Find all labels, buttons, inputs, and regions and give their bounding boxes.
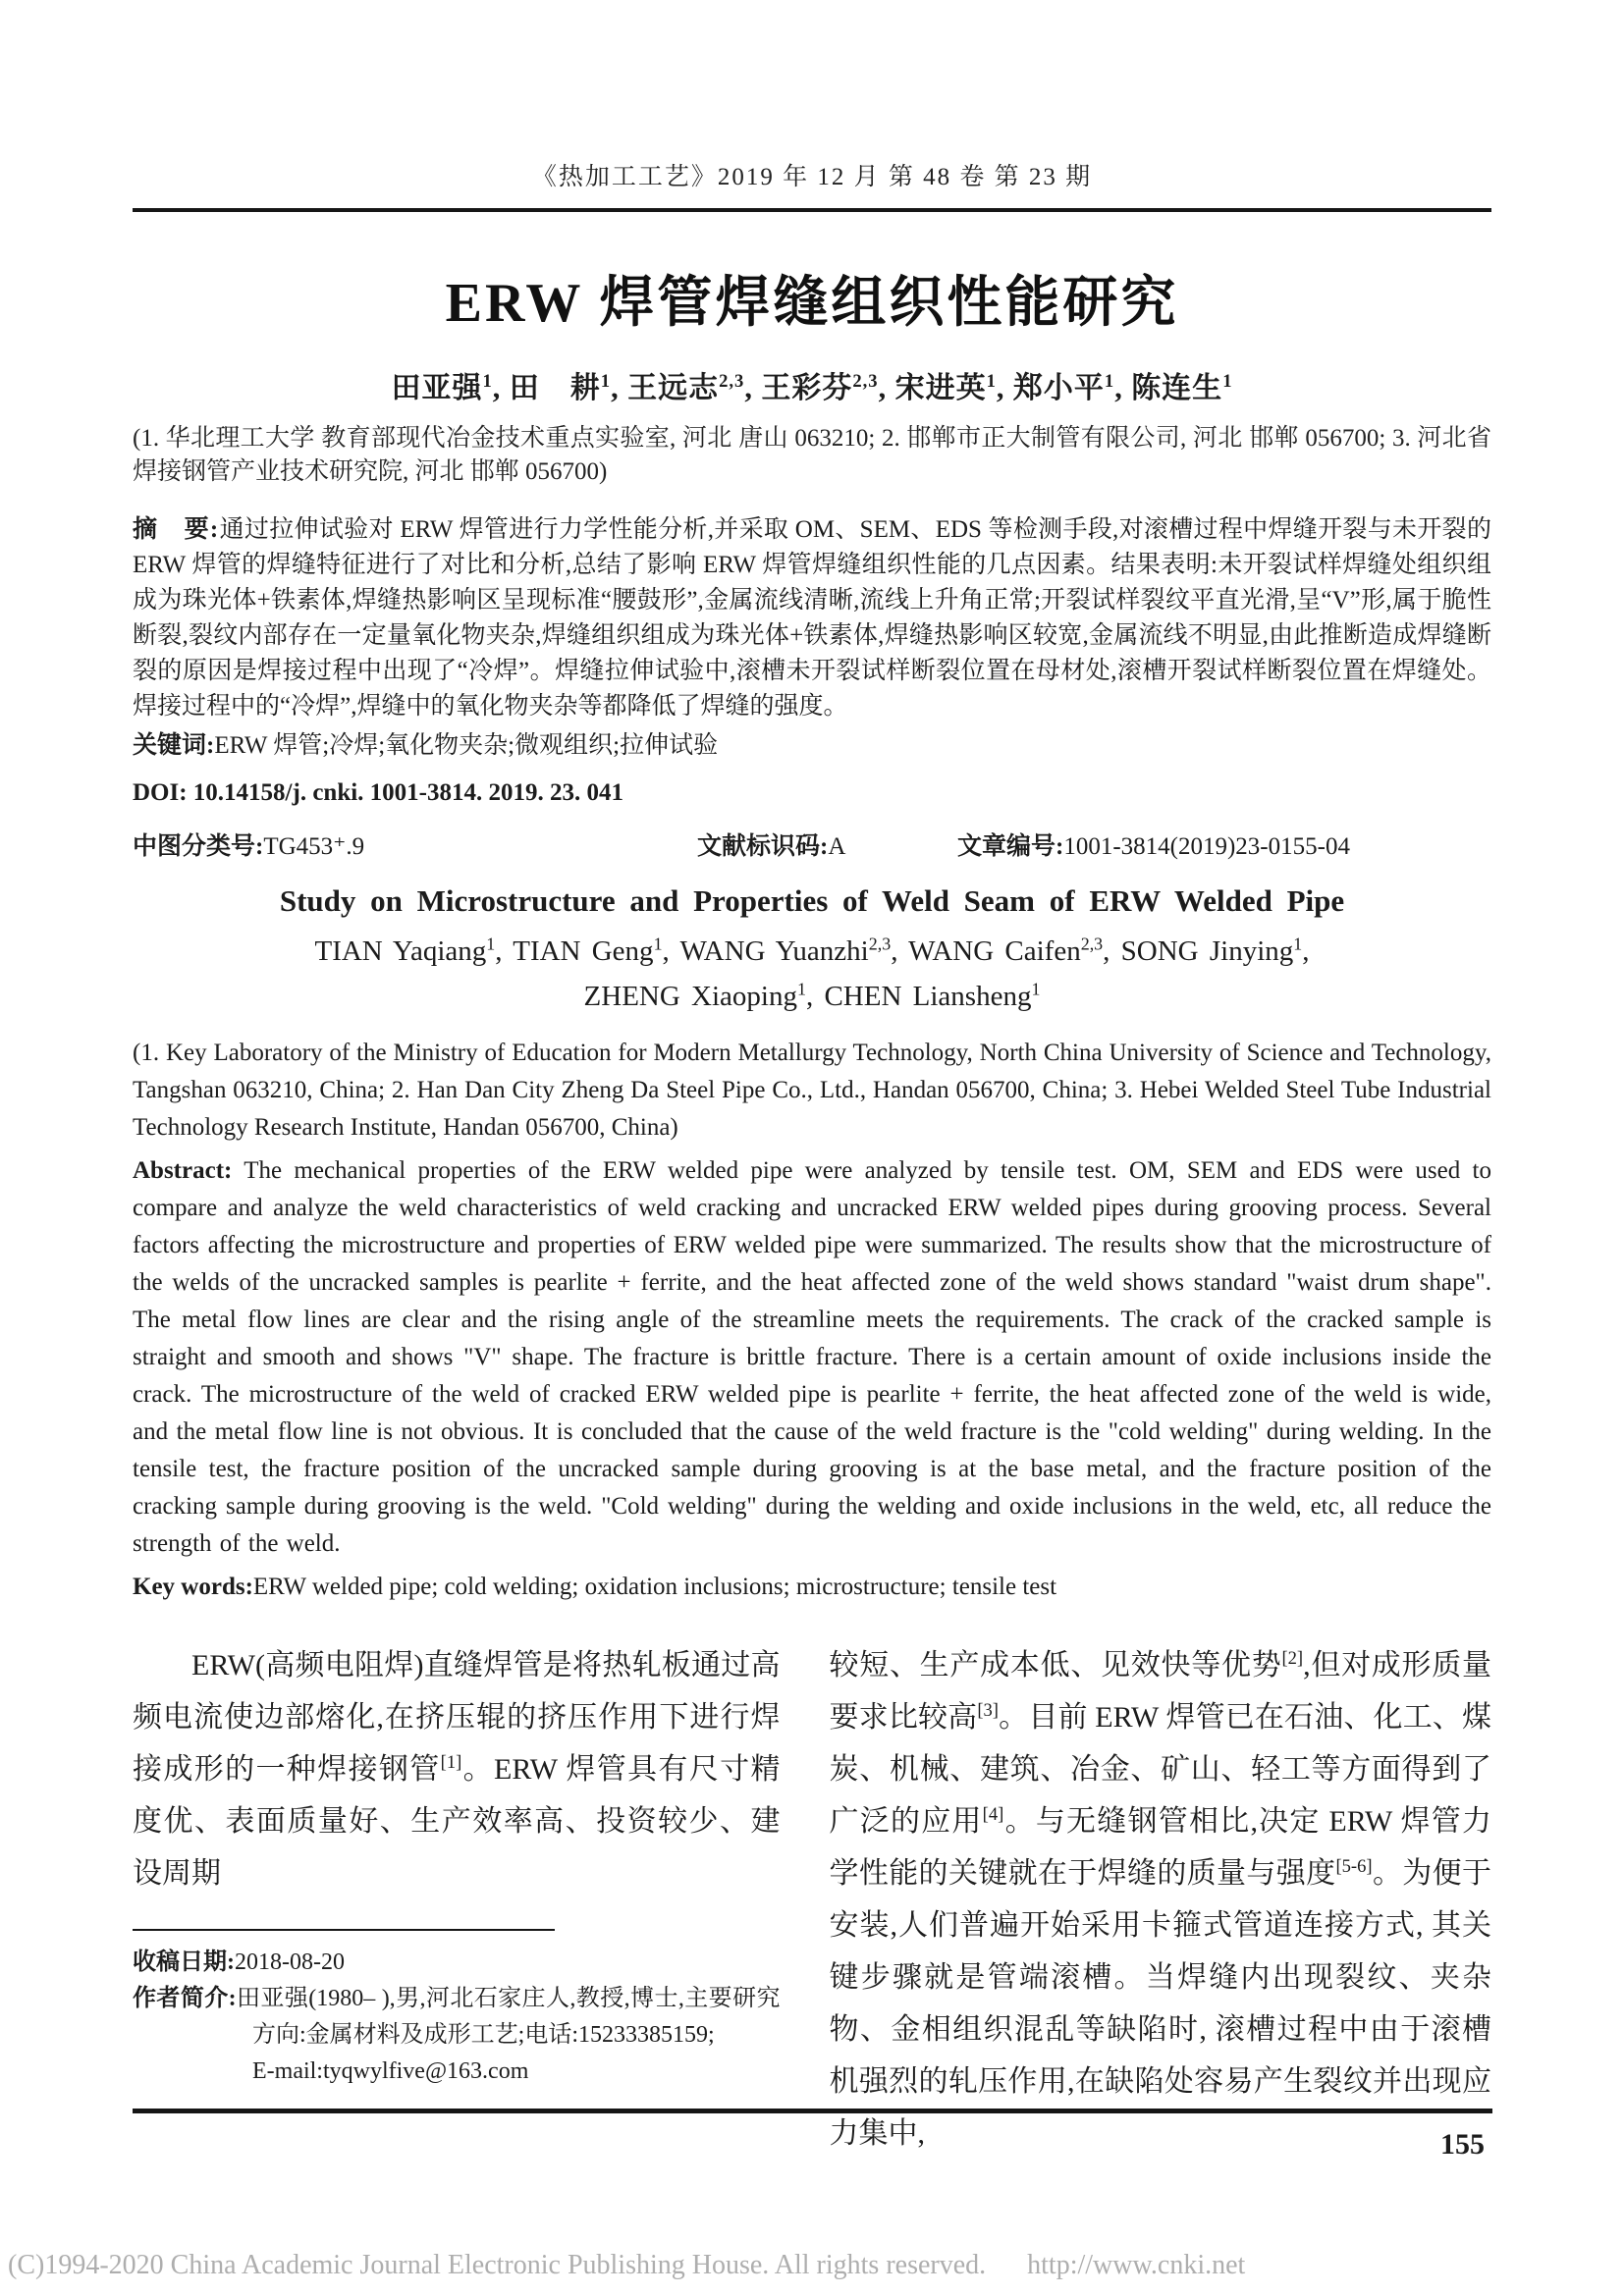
- author-bio-label: 作者简介:: [133, 1986, 237, 2011]
- article-id-value: 1001-3814(2019)23-0155-04: [1063, 833, 1350, 860]
- authors-en-line1: [133, 929, 1491, 974]
- body-column-left: [133, 1639, 781, 2160]
- page-content: [133, 0, 1491, 2160]
- cnki-url: http://www.cnki.net: [1027, 2250, 1246, 2280]
- affiliation-cn: (1. 华北理工大学 教育部现代冶金技术重点实验室, 河北 唐山 063210; 2. 邯郸市正大制管有限公司, 河北 邯郸 056700; 3. 河北省焊接钢管产业技术研究院, 河北 邯郸 056700): [133, 425, 1491, 485]
- doi-line: DOI: 10.14158/j. cnki. 1001-3814. 2019. 23. 041: [133, 779, 623, 806]
- article-title-cn: ERW 焊管焊缝组织性能研究: [445, 273, 1179, 334]
- keywords-text-cn: ERW 焊管;冷焊;氧化物夹杂;微观组织;拉伸试验: [214, 732, 719, 759]
- authors-en-line1-names: TIAN Yaqiang$^1$, TIAN Geng$^1$, WANG Yuanzhi$^{2,3}$, WANG Caifen$^{2,3}$, SONG Jinying$^1$: [314, 934, 1303, 967]
- received-date-value: 2018-08-20: [235, 1949, 345, 1975]
- clc-item: [133, 827, 697, 862]
- doc-code-item: [697, 827, 957, 862]
- article-id-item: [957, 827, 1491, 862]
- page-number: 155: [1440, 2128, 1485, 2161]
- abstract-en: [133, 1152, 1491, 1563]
- keywords-label-cn: 关键词:: [133, 732, 215, 759]
- doc-code-label: 文献标识码:: [697, 833, 829, 860]
- body-paragraph-right: 较短、生产成本低、见效快等优势[2],但对成形质量要求比较高[3]。目前 ERW 焊管已在石油、化工、煤炭、机械、建筑、冶金、矿山、轻工等方面得到了广泛的应用[4]。与无缝钢管相比,决定 ERW 焊管力学性能的关键就在于焊缝的质量与强度[5-6]。为便于安装,人们普遍开始采用卡箍式管道连接方式, 其关键步骤就是管端滚槽。当焊缝内出现裂纹、夹杂物、金相组织混乱等缺陷时, 滚槽过程中由于滚槽机强烈的轧压作用,在缺陷处容易产生裂纹并出现应力集中,: [829, 1648, 1492, 2150]
- footer-rule: [133, 2109, 1492, 2113]
- clc-value: TG453⁺.9: [263, 833, 365, 860]
- received-date-label: 收稿日期:: [133, 1949, 235, 1975]
- article-title-en: Study on Microstructure and Properties of Weld Seam of ERW Welded Pipe: [279, 883, 1345, 918]
- body-paragraph-left: ERW(高频电阻焊)直缝焊管是将热轧板通过高频电流使边部熔化,在挤压辊的挤压作用下进行焊接成形的一种焊接钢管[1]。ERW 焊管具有尺寸精度优、表面质量好、生产效率高、投资较少、建设周期: [133, 1649, 781, 1890]
- footnote-block: [133, 1929, 781, 2090]
- author-bio-line: [133, 1981, 781, 2054]
- footnote-divider: [133, 1929, 555, 1931]
- keywords-text-en: ERW welded pipe; cold welding; oxidation inclusions; microstructure; tensile test: [252, 1574, 1057, 1600]
- keywords-cn: [133, 728, 1491, 764]
- journal-header: 《热加工工艺》2019 年 12 月 第 48 卷 第 23 期: [531, 164, 1093, 190]
- abstract-label-en: Abstract:: [133, 1157, 233, 1184]
- body-column-right: [830, 1639, 1492, 2160]
- copyright-text: (C)1994-2020 China Academic Journal Electronic Publishing House. All rights reserved.: [8, 2250, 987, 2280]
- received-date-line: [133, 1945, 781, 1981]
- author-email-line: E-mail:tyqwylfive@163.com: [252, 2058, 529, 2084]
- abstract-text-en: The mechanical properties of the ERW welded pipe were analyzed by tensile test. OM, SEM and EDS were used to compare and analyze the weld characteristics of weld cracking and uncracked ERW welded pipes during grooving process. Several factors affecting the microstructure and properties of ERW welded pipe were summarized. The results show that the microstructure of the welds of the uncracked samples is pearlite + ferrite, and the heat affected zone of the weld shows standard "waist drum shape". The metal flow lines are clear and the rising angle of the streamline meets the requirements. The crack of the cracked sample is straight and smooth and shows "V" shape. The fracture is brittle fracture. There is a certain amount of oxide inclusions inside the crack. The microstructure of the weld of cracked ERW welded pipe is pearlite + ferrite, the heat affected zone of the weld is wide, and the metal flow line is not obvious. It is concluded that the cause of the weld fracture is the "cold welding" during welding. In the tensile test, the fracture position of the uncracked sample during grooving is at the base metal, and the fracture position of the cracking sample during grooving is the weld. "Cold welding" during the welding and oxide inclusions in the weld, etc, all reduce the strength of the weld.: [133, 1157, 1491, 1557]
- copyright-footer: [8, 2250, 1618, 2281]
- classification-line: [133, 827, 1491, 862]
- authors-cn: 田亚强$^1$, 田 耕$^1$, 王远志$^{2,3}$, 王彩芬$^{2,3}$, 宋进英$^1$, 郑小平$^1$, 陈连生$^1$: [391, 371, 1233, 404]
- authors-en-line1-trailing: ,: [1302, 935, 1310, 967]
- abstract-label-cn: 摘 要:: [133, 516, 220, 543]
- authors-en-line2: ZHENG Xiaoping$^1$, CHEN Liansheng$^1$: [583, 979, 1041, 1012]
- article-id-label: 文章编号:: [957, 833, 1064, 860]
- abstract-cn: [133, 512, 1491, 724]
- author-bio-value: 田亚强(1980– ),男,河北石家庄人,教授,博士,主要研究方向:金属材料及成形工艺;电话:15233385159;: [236, 1986, 781, 2048]
- affiliation-en: (1. Key Laboratory of the Ministry of Education for Modern Metallurgy Technology, North China University of Science and Technology, Tangshan 063210, China; 2. Han Dan City Zheng Da Steel Pipe Co., Ltd., Handan 056700, China; 3. Hebei Welded Steel Tube Industrial Technology Research Institute, Handan 056700, China): [133, 1040, 1491, 1141]
- doc-code-value: A: [828, 833, 846, 860]
- authors-en: [133, 929, 1491, 1019]
- clc-label: 中图分类号:: [133, 833, 264, 860]
- header-rule: [133, 208, 1491, 212]
- keywords-en: [133, 1569, 1491, 1606]
- body-columns: [133, 1639, 1491, 2160]
- abstract-text-cn: 通过拉伸试验对 ERW 焊管进行力学性能分析,并采取 OM、SEM、EDS 等检测手段,对滚槽过程中焊缝开裂与未开裂的 ERW 焊管的焊缝特征进行了对比和分析,总结了影响 ERW 焊管焊缝组织性能的几点因素。结果表明:未开裂试样焊缝处组织组成为珠光体+铁素体,焊缝热影响区呈现标准“腰鼓形”,金属流线清晰,流线上升角正常;开裂试样裂纹平直光滑,呈“V”形,属于脆性断裂,裂纹内部存在一定量氧化物夹杂,焊缝组织组成为珠光体+铁素体,焊缝热影响区较宽,金属流线不明显,由此推断造成焊缝断裂的原因是焊接过程中出现了“冷焊”。焊缝拉伸试验中,滚槽未开裂试样断裂位置在母材处,滚槽开裂试样断裂位置在焊缝处。焊接过程中的“冷焊”,焊缝中的氧化物夹杂等都降低了焊缝的强度。: [133, 516, 1491, 720]
- keywords-label-en: Key words:: [133, 1574, 253, 1600]
